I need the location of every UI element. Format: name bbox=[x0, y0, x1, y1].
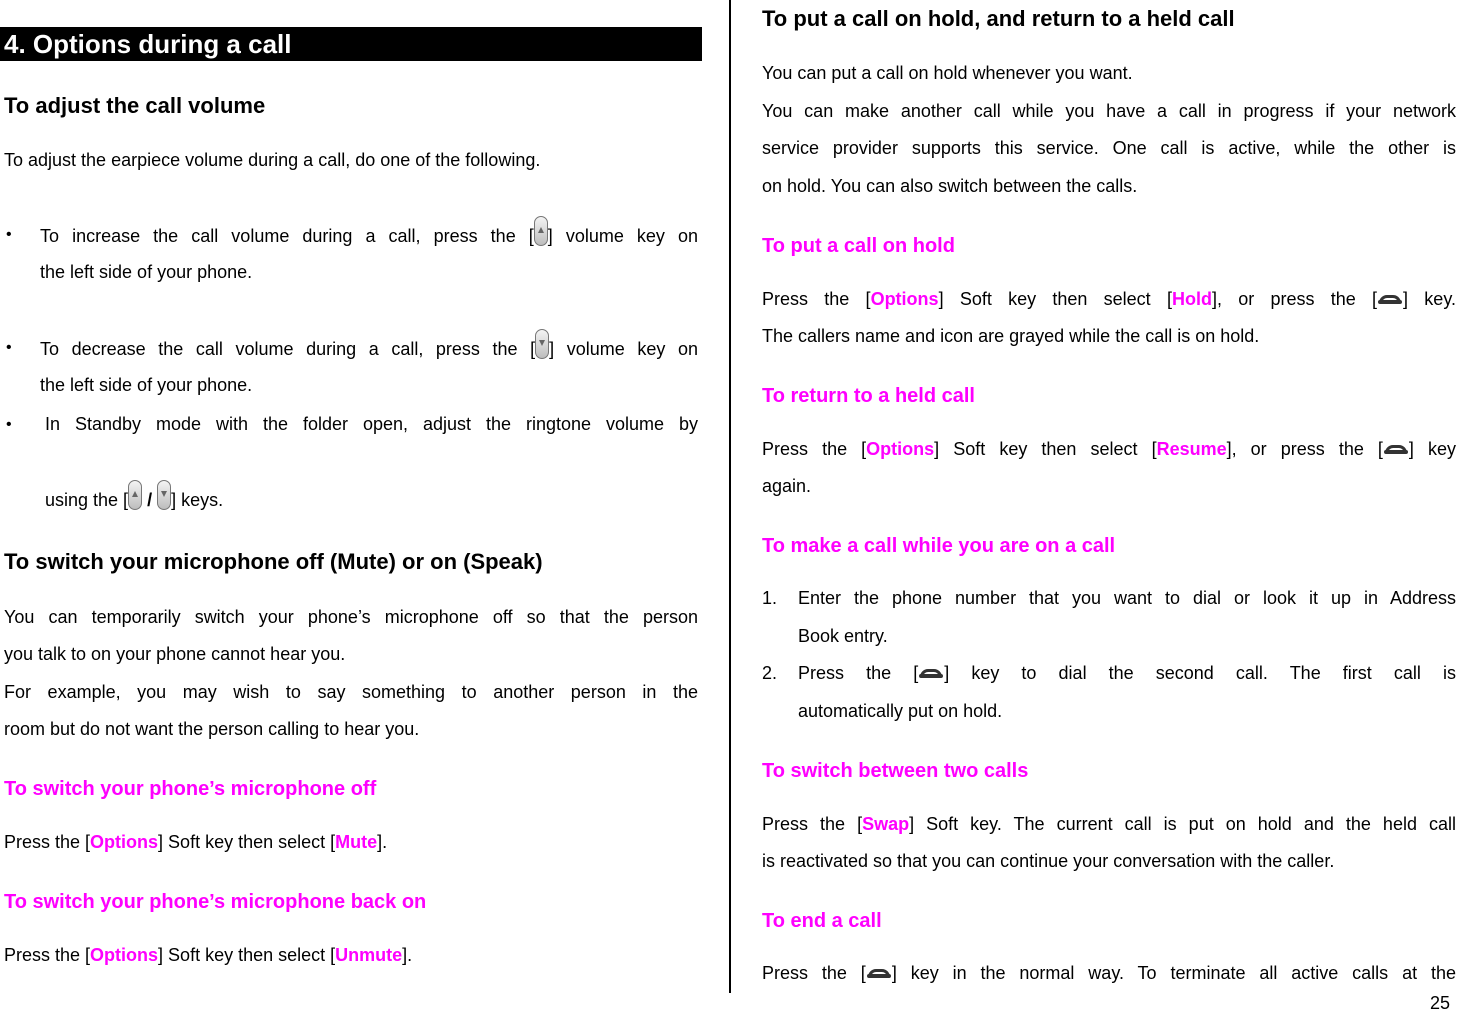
volume-down-key-icon bbox=[535, 329, 549, 359]
put-hold-line1: Press the [Options] Soft key then select [Hold], or press the [ ] key. bbox=[762, 289, 1456, 309]
hold-main-heading: To put a call on hold, and return to a held call bbox=[762, 6, 1235, 31]
mic-off-text: Press the [Options] Soft key then select [Mute]. bbox=[4, 832, 388, 852]
mute-heading: To switch your microphone off (Mute) or on (Speak) bbox=[4, 549, 543, 574]
return-held-line1: Press the [Options] Soft key then select [Resume], or press the [ ] key bbox=[762, 439, 1456, 459]
phone-key-icon bbox=[866, 966, 892, 980]
return-held-line2: again. bbox=[762, 476, 812, 496]
hold-p2-line3: on hold. You can also switch between the calls. bbox=[762, 176, 1138, 196]
step-number-2: 2. bbox=[762, 663, 778, 683]
phone-key-icon bbox=[1383, 442, 1409, 456]
phone-key-icon bbox=[918, 666, 944, 680]
make-call-heading: To make a call while you are on a call bbox=[762, 535, 1116, 557]
section-title: 4. Options during a call bbox=[0, 27, 702, 61]
swap-line1: Press the [Swap] Soft key. The current call is put on hold and the held call bbox=[762, 814, 1456, 834]
mute-p2-line1: For example, you may wish to say something to another person in the bbox=[4, 682, 698, 702]
volume-down-key-icon bbox=[157, 480, 171, 510]
step2-line1: Press the [ ] key to dial the second call. The first call is bbox=[798, 663, 1456, 683]
bullet-increase-line2: the left side of your phone. bbox=[40, 262, 253, 282]
step1-line1: Enter the phone number that you want to dial or look it up in Address bbox=[798, 588, 1456, 608]
hold-p2-line1: You can make another call while you have a call in progress if your network bbox=[762, 101, 1456, 121]
mute-p2-line2: room but do not want the person calling to hear you. bbox=[4, 719, 420, 739]
volume-intro: To adjust the earpiece volume during a call, do one of the following. bbox=[4, 150, 541, 170]
bullet-decrease-line1: To decrease the call volume during a call, press the [ ] volume key on bbox=[40, 329, 698, 368]
mute-p1-line1: You can temporarily switch your phone’s microphone off so that the person bbox=[4, 607, 698, 627]
step1-line2: Book entry. bbox=[798, 626, 888, 646]
volume-up-key-icon bbox=[128, 480, 142, 510]
bullet-decrease-line2: the left side of your phone. bbox=[40, 375, 253, 395]
mute-p1-line2: you talk to on your phone cannot hear you. bbox=[4, 644, 346, 664]
volume-up-key-icon bbox=[534, 216, 548, 246]
end-call-line1: Press the [ ] key in the normal way. To terminate all active calls at the bbox=[762, 963, 1456, 983]
put-hold-heading: To put a call on hold bbox=[762, 235, 955, 257]
column-divider bbox=[729, 0, 731, 993]
put-hold-line2: The callers name and icon are grayed while the call is on hold. bbox=[762, 326, 1260, 346]
bullet-standby-line1: In Standby mode with the folder open, adjust the ringtone volume by bbox=[45, 414, 698, 434]
mic-on-text: Press the [Options] Soft key then select [Unmute]. bbox=[4, 945, 413, 965]
mic-on-heading: To switch your phone’s microphone back on bbox=[4, 891, 427, 913]
volume-heading: To adjust the call volume bbox=[4, 93, 266, 118]
phone-key-icon bbox=[1377, 292, 1403, 306]
hold-p1: You can put a call on hold whenever you want. bbox=[762, 63, 1133, 83]
bullet-increase-line1: To increase the call volume during a call, press the [ ] volume key on bbox=[40, 216, 698, 255]
page-number: 25 bbox=[1430, 993, 1451, 1013]
mic-off-heading: To switch your phone’s microphone off bbox=[4, 778, 377, 800]
step-number-1: 1. bbox=[762, 588, 778, 608]
return-held-heading: To return to a held call bbox=[762, 385, 975, 407]
bullet-standby-line2: using the [ / ] keys. bbox=[45, 480, 223, 519]
end-call-heading: To end a call bbox=[762, 910, 882, 932]
step2-line2: automatically put on hold. bbox=[798, 701, 1003, 721]
hold-p2-line2: service provider supports this service. One call is active, while the other is bbox=[762, 138, 1456, 158]
swap-heading: To switch between two calls bbox=[762, 760, 1029, 782]
bullet-dot: • bbox=[6, 416, 12, 433]
bullet-dot: • bbox=[6, 226, 12, 243]
swap-line2: is reactivated so that you can continue your conversation with the caller. bbox=[762, 851, 1335, 871]
bullet-dot: • bbox=[6, 339, 12, 356]
